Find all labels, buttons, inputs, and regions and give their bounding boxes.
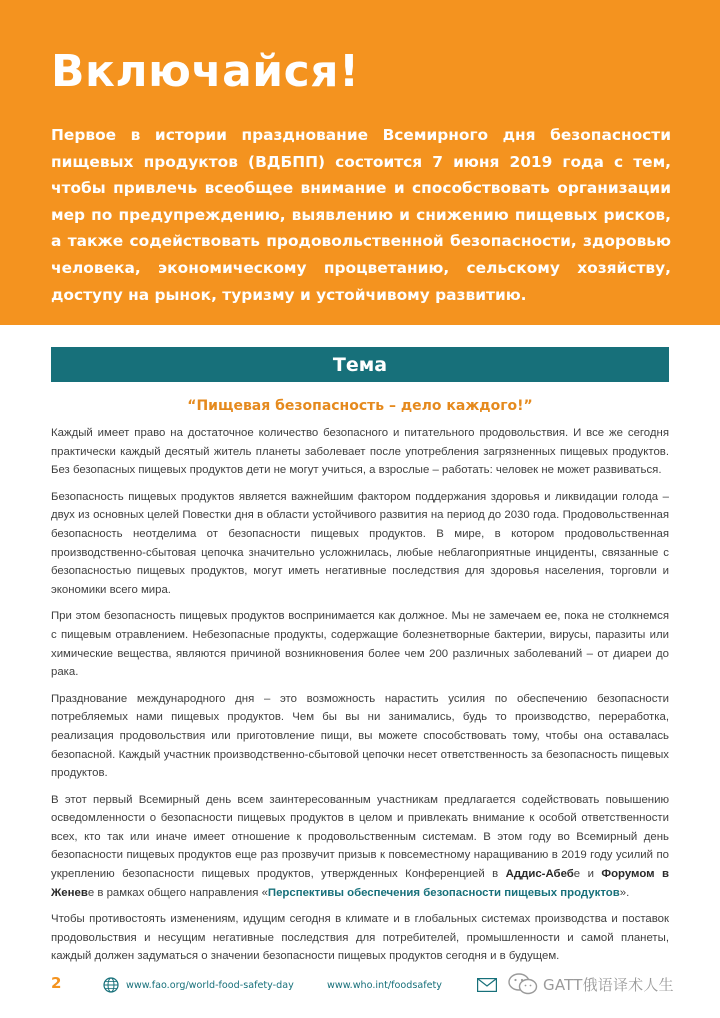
page-title: Включайся! <box>51 46 360 97</box>
p5-mid2: е в рамках общего направления « <box>87 886 268 899</box>
p5-tail: ». <box>619 886 630 899</box>
geneva-forum-bold: Форумом в Женев <box>51 868 669 899</box>
watermark <box>508 973 674 995</box>
page-footer <box>0 970 720 1000</box>
theme-slogan: “Пищевая безопасность – дело каждого!” <box>187 398 533 414</box>
paragraph-taken-for-granted: При этом безопасность пищевых продуктов воспринимается как должное. Мы не замечаем ее, пока не столкнемся с пищевым отравлением. Небезопасные продукты, содержащие болезнетворные бактерии, вирусы, паразиты или химические вещества, являются причиной возникновения более чем 200 различных заболеваний – от диареи до рака. <box>51 610 669 679</box>
body-text <box>51 424 669 974</box>
paragraph-international-day: Празднование международного дня – это возможность нарастить усилия по обеспечению безопасности потребляемых нами пищевых продуктов. Чем бы вы ни занимались, будь то производство, переработка, реализация продовольствия или приготовление пищи, вы можете способствовать тому, чтобы она оставалась безопасной. Каждый участник производственно-сбытовой цепочки несет ответственность за безопасность пищевых продуктов. <box>51 692 669 780</box>
who-website-link[interactable]: www.who.int/foodsafety <box>327 980 442 991</box>
wechat-logo-icon <box>508 973 538 995</box>
paragraph-right-to-food: Каждый имеет право на достаточное количество безопасного и питательного продовольствия. И все же сегодня практически каждый десятый житель планеты заболевает после употребления загрязненных пищевых продуктов. Без безопасных пищевых продуктов дети не могут учиться, а взрослые – работать: человек не может развиваться. <box>51 427 669 477</box>
paragraph-food-safety-importance: Безопасность пищевых продуктов является важнейшим фактором поддержания здоровья и ликвидации голода – двух из основных целей Повестки дня в области устойчивого развития на период до 2030 года. Продовольственная безопасность неотделима от безопасности пищевых продуктов. В мире, в котором продовольственная производственно-сбытовая цепочка значительно усложнилась, любые неблагоприятные инциденты, связанные с безопасностью пищевых продуктов, могут иметь негативные последствия для здоровья населения, торговли и экономики всего мира. <box>51 490 669 596</box>
intro-paragraph: Первое в истории празднование Всемирного дня безопасности пищевых продуктов (ВДБПП) состоится 7 июня 2019 года с тем, чтобы привлечь всеобщее внимание и способствовать организации мер по предупреждению, выявлению и снижению пищевых рисков, а также содействовать продовольственной безопасности, здоровью человека, экономическому процветанию, сельскому хозяйству, доступу на рынок, туризму и устойчивому развитию. <box>51 126 671 304</box>
theme-header-bar <box>51 347 669 382</box>
paragraph-first-world-day <box>51 791 669 903</box>
p5-mid1: е и <box>573 868 602 881</box>
paragraph-climate-change: Чтобы противостоять изменениям, идущим сегодня в климате и в глобальных системах производства и поставок продовольствия и несущим негативные последствия для потребителей, промышленности и самой планеты, каждый должен задуматься о значении безопасности пищевых продуктов сегодня и в будущем. <box>51 913 669 963</box>
page-number: 2 <box>51 974 62 992</box>
mail-icon <box>477 978 497 992</box>
hero-banner <box>0 0 720 325</box>
fao-website-link[interactable]: www.fao.org/world-food-safety-day <box>126 980 294 991</box>
globe-icon <box>103 977 119 993</box>
addis-ababa-bold: Аддис-Абеб <box>505 868 574 881</box>
food-safety-future-link[interactable]: Перспективы обеспечения безопасности пищевых продуктов <box>267 886 620 899</box>
watermark-text: GATT俄语译术人生 <box>543 975 674 994</box>
theme-heading: Тема <box>332 353 388 376</box>
p5-lead: В этот первый Всемирный день всем заинтересованным участникам предлагается содействовать повышению осведомленности о безопасности пищевых продуктов в целом и привлекать внимание к особой ответственности всех, кто так или иначе имеет отношение к продовольственным системам. В этом году во Всемирный день безопасности пищевых продуктов еще раз прозвучит призыв к повсеместному наращиванию в 2019 году усилий по укреплению безопасности пищевых продуктов, утвержденных Конференцией в <box>51 793 669 881</box>
